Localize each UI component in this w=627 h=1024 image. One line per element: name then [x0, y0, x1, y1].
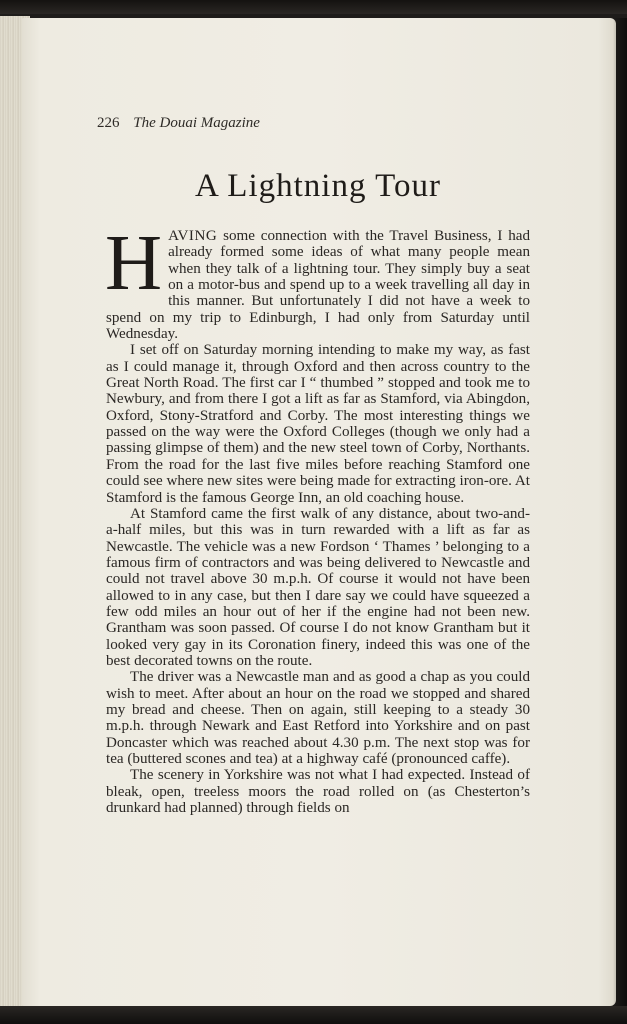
paragraph-4: The driver was a Newcastle man and as good a chap as you could wish to meet. After about an hour on the road we stopped and shared my bread and cheese. Then on again, still keeping to a steady 30 m.p.h. through Newark and East Retford into Yorkshire and on past Doncaster which was reached about 4.30 p.m. The next stop was for tea (buttered scones and tea) at a highway café (pronounced caffe). [106, 669, 530, 767]
binding-top-edge [0, 0, 627, 14]
opening-word: AVING [168, 228, 218, 244]
article-title: A Lightning Tour [195, 168, 441, 204]
page-number: 226 [97, 115, 120, 131]
paragraph-1 [105, 220, 530, 343]
spine-shadow [613, 18, 627, 1006]
article-body [105, 220, 530, 817]
binding-bottom-edge [0, 1006, 627, 1024]
paragraph-5: The scenery in Yorkshire was not what I had expected. Instead of bleak, open, treeless moors the road rolled on (as Chesterton’s drunkard had planned) through fields on [106, 767, 530, 817]
paragraph-2: I set off on Saturday morning intending to make my way, as fast as I could manage it, through Oxford and then across country to the Great North Road. The first car I “ thumbed ” stopped and took me to Newbury, and from there I got a lift as far as Stamford, via Abingdon, Oxford, Stony-Stratford and Corby. The most interesting things we passed on the way were the Oxford Colleges (though we only had a passing glimpse of them) and the new steel town of Corby, Northants. From the road for the last five miles before reaching Stamford one could see where new sites were being made for extracting iron-ore. At Stamford is the famous George Inn, an old coaching house. [106, 342, 530, 506]
running-head [97, 115, 260, 132]
paragraph-3: At Stamford came the first walk of any distance, about two-and-a-half miles, but this was in turn rewarded with a lift as far as Newcastle. The vehicle was a new Fordson ‘ Thames ’ belonging to a famous firm of contractors and was being delivered to Newcastle and could not travel above 30 m.p.h. Of course it would not have been allowed to in any case, but then I dare say we could have squeezed a few odd miles an hour out of her if the engine had not been new. Grantham was soon passed. Of course I do not know Grantham but it looked very gay in its Coronation finery, indeed this was one of the best decorated towns on the route. [106, 505, 530, 669]
magazine-title: The Douai Magazine [133, 115, 260, 131]
drop-cap: H [105, 220, 163, 307]
paragraph-1-text: some connection with the Travel Business, I had already formed some ideas of what many people mean when they talk of a lightning tour. They simply buy a seat on a motor-bus and spend up to a week travelling all day in this manner. But unfortunately I did not have a week to spend on my trip to Edinburgh, I had only from Saturday until Wednesday. [106, 228, 530, 343]
